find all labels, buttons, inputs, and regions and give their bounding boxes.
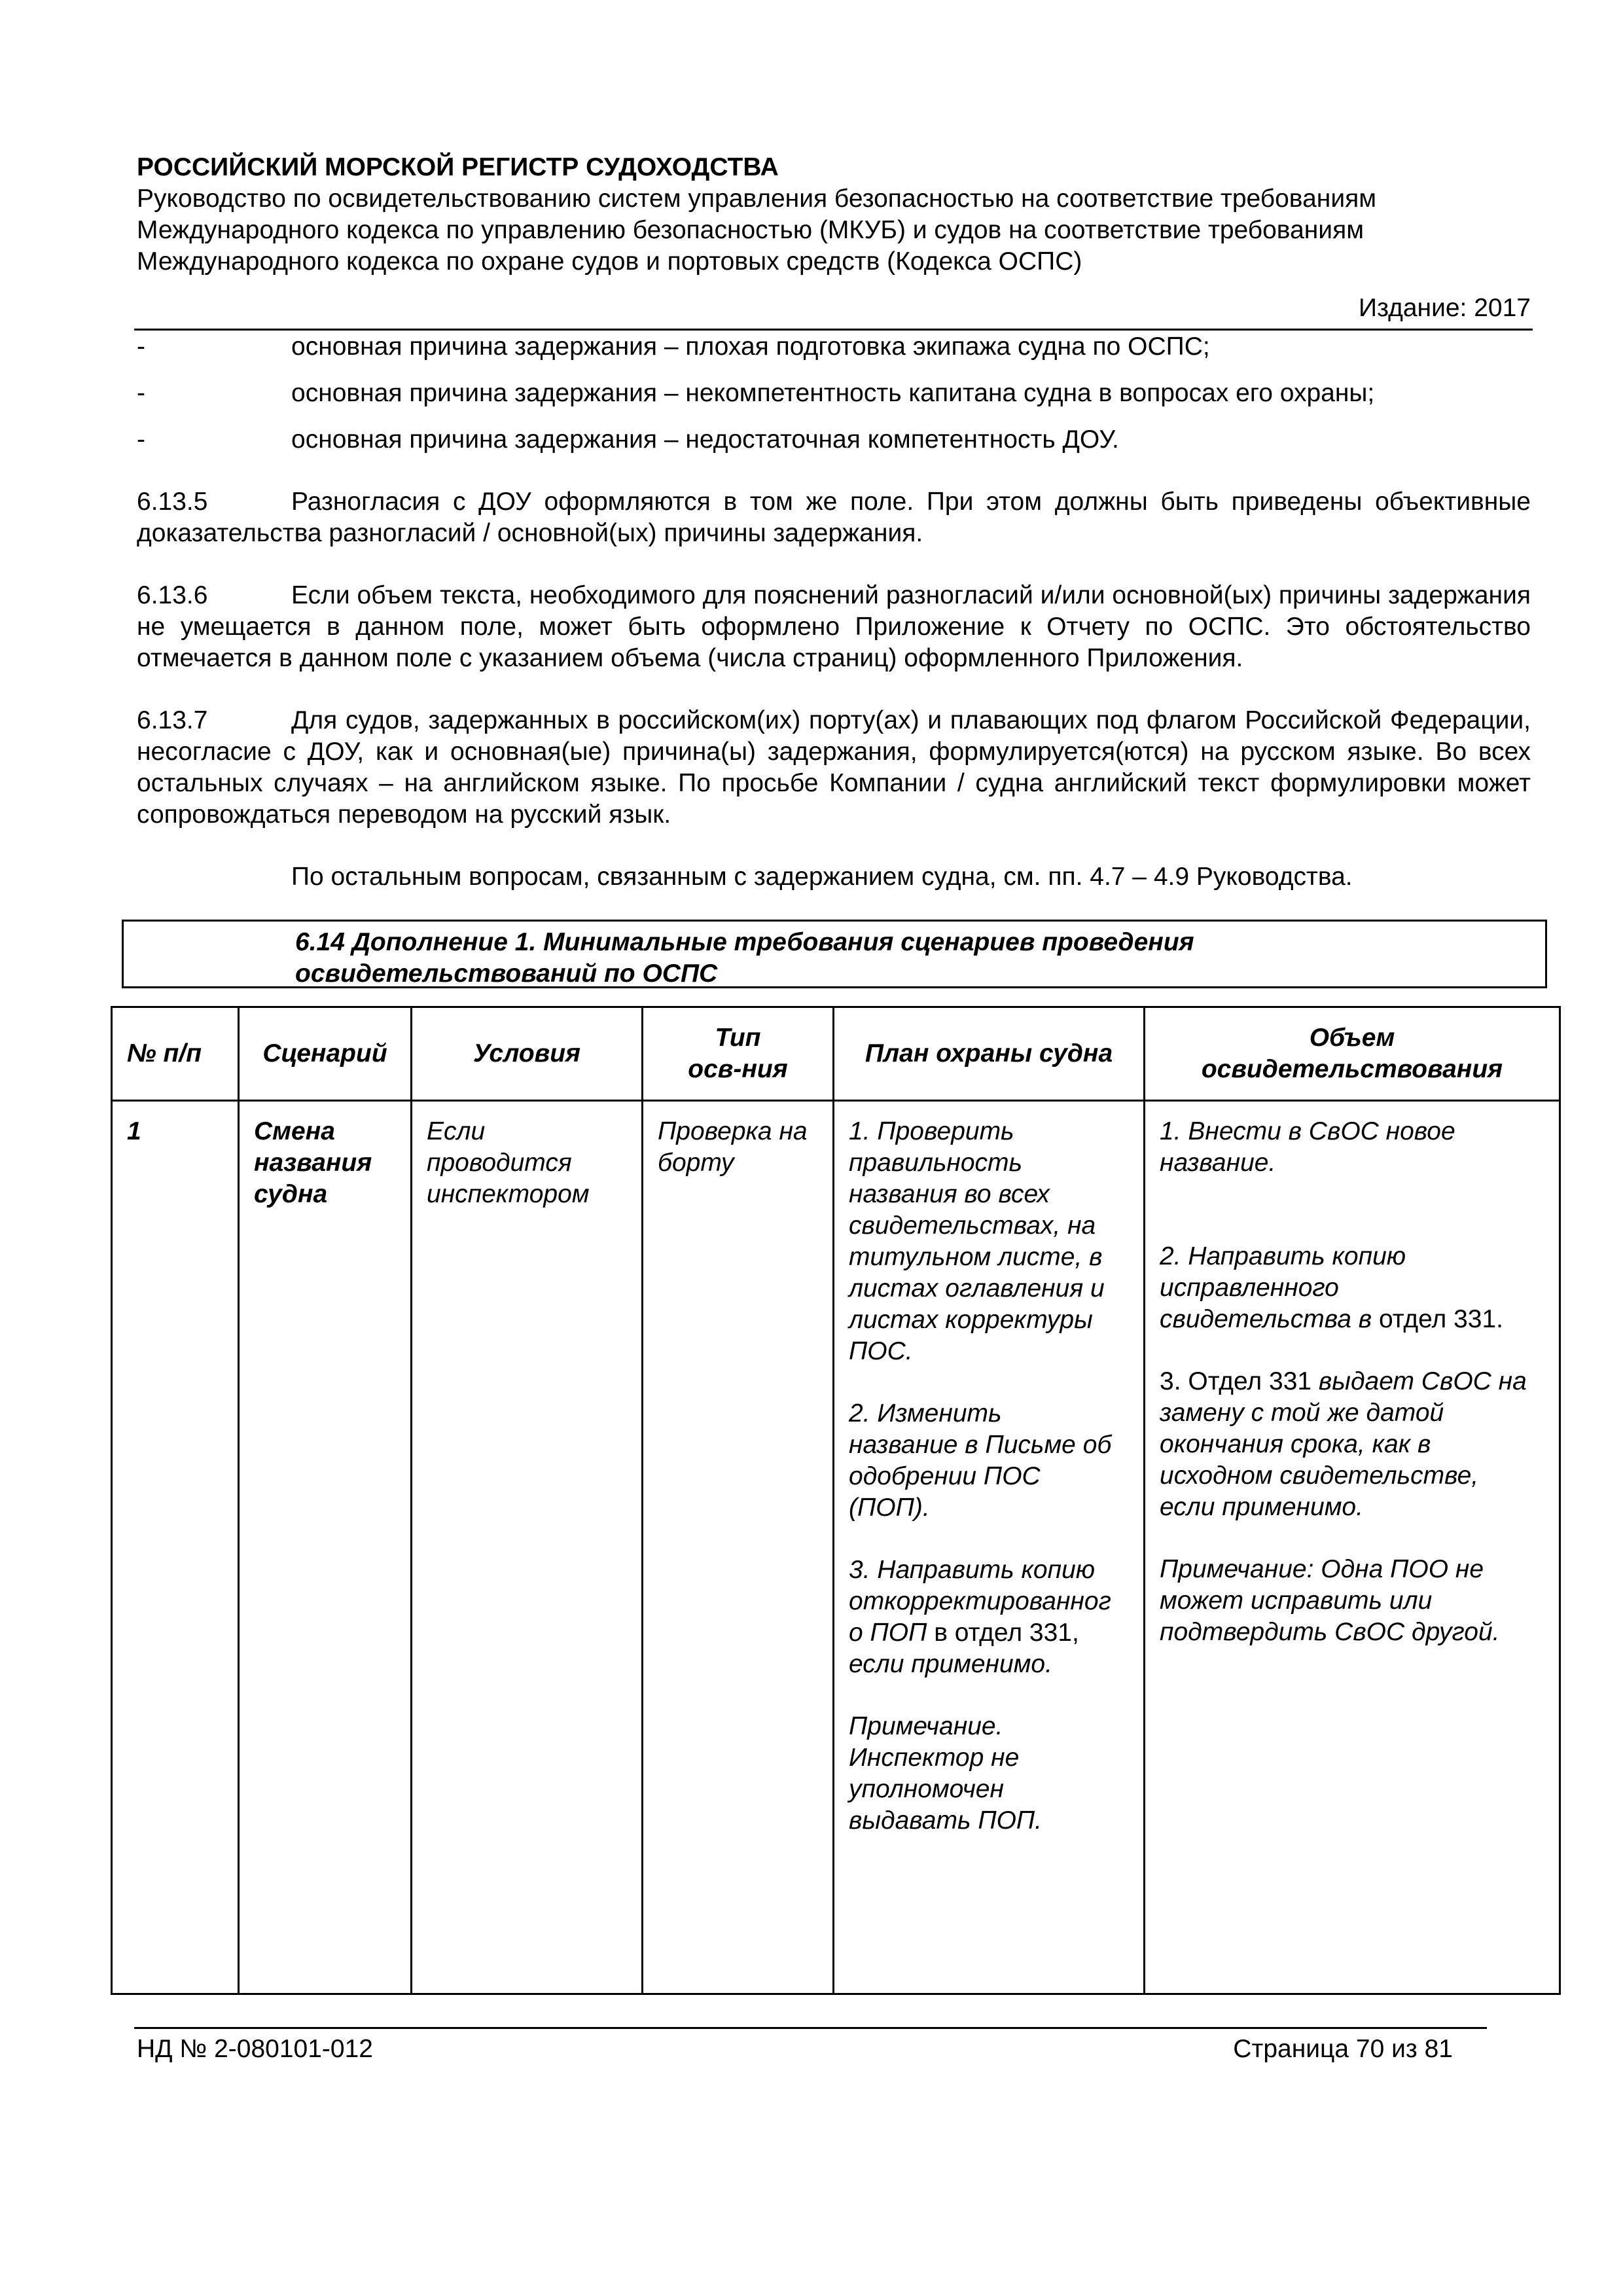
header-line: освидетельствования (1201, 1055, 1503, 1083)
cell-line: проводится (427, 1149, 572, 1177)
cell-line: 1. Внести в СвОС новое (1160, 1117, 1455, 1145)
cell-line: название. (1160, 1149, 1276, 1177)
column-header-scenario: Сценарий (239, 1007, 412, 1101)
column-header-conditions: Условия (412, 1007, 643, 1101)
cell-line: окончания срока, как в (1160, 1430, 1431, 1458)
cell-line: 1 (127, 1117, 141, 1145)
document-header (137, 152, 1531, 278)
section-title-box (122, 920, 1547, 988)
cell-line: судна (254, 1180, 328, 1208)
cell-line: Смена (254, 1117, 335, 1145)
cell-line: Примечание. (849, 1712, 1003, 1740)
cell-line: название в Письме об (849, 1431, 1112, 1459)
cell-line: Проверка на (658, 1117, 808, 1145)
cell-line: Инспектор не (849, 1744, 1020, 1772)
paragraph-text: Разногласия с ДОУ оформляются в том же поле. При этом должны быть приведены объективные доказательства разногласий / основной(ых) причины задержания. (137, 488, 1531, 547)
cell-line: правильность (849, 1149, 1023, 1177)
cell-line: 3. Направить копию (849, 1556, 1096, 1584)
paragraph-6-13-6 (137, 580, 1531, 674)
cell-text: отдел 331. (1372, 1305, 1504, 1333)
cell-line: Если (427, 1117, 486, 1145)
document-number: НД № 2-080101-012 (137, 2035, 373, 2063)
bullet-item (137, 424, 1531, 456)
scope-step-3 (1160, 1366, 1544, 1523)
header-line: осв-ния (688, 1055, 788, 1083)
plan-step-3 (849, 1554, 1129, 1680)
bullet-text: основная причина задержания – плохая подготовка экипажа судна по ОСПС; (291, 332, 1210, 361)
cell-text: в отдел 331, (927, 1619, 1079, 1647)
cell-line: если применимо. (1160, 1493, 1363, 1521)
cell-line (1160, 1366, 1544, 1397)
organization-name: РОССИЙСКИЙ МОРСКОЙ РЕГИСТР СУДОХОДСТВА (137, 153, 779, 181)
paragraph-text: Если объем текста, необходимого для пояснений разногласий и/или основной(ых) причины задержания не умещается в данном поле, может быть оформлено Приложение к Отчету по ОСПС. Это обстоятельство отмечается в данном поле с указанием объема (числа страниц) оформленного Приложения. (137, 581, 1531, 672)
scope-step-2 (1160, 1241, 1544, 1335)
cell-text: 3. (1160, 1367, 1188, 1395)
scope-step-1 (1160, 1116, 1544, 1179)
cell-line: названия во всех (849, 1180, 1050, 1208)
header-subtitle-line: Руководство по освидетельствованию систем управления безопасностью на соответствие требованиям (137, 185, 1377, 213)
column-header-security-plan: План охраны судна (834, 1007, 1145, 1101)
cell-scenario (239, 1101, 412, 1994)
cell-line: откорректированног (849, 1587, 1111, 1615)
header-subtitle-line: Международного кодекса по управлению безопасностью (МКУБ) и судов на соответствие требованиям (137, 216, 1364, 244)
scope-note (1160, 1554, 1544, 1648)
paragraph-number: 6.13.6 (137, 581, 208, 609)
cell-line: может исправить или (1160, 1587, 1433, 1615)
cell-line (1160, 1304, 1544, 1335)
page-number: Страница 70 из 81 (1233, 2035, 1453, 2063)
cell-conditions (412, 1101, 643, 1994)
cell-line (849, 1617, 1129, 1649)
cell-line: 1. Проверить (849, 1117, 1014, 1145)
column-header-scope (1145, 1007, 1560, 1101)
section-title (295, 927, 1408, 990)
bullet-dash: - (137, 425, 145, 454)
section-title-line: освидетельствований по ОСПС (295, 960, 718, 988)
scenario-table (111, 1006, 1561, 1995)
bullet-text: основная причина задержания – недостаточная компетентность ДОУ. (291, 425, 1119, 454)
paragraph-number: 6.13.5 (137, 488, 208, 516)
cell-number (112, 1101, 239, 1994)
plan-step-1 (849, 1116, 1129, 1367)
plan-step-2 (849, 1398, 1129, 1524)
plan-note (849, 1711, 1129, 1837)
cell-line: листах корректуры (849, 1306, 1093, 1334)
bullet-dash: - (137, 379, 145, 407)
cell-line: исходном свидетельстве, (1160, 1462, 1479, 1490)
cell-scope (1145, 1101, 1560, 1994)
header-subtitle-line: Международного кодекса по охране судов и портовых средств (Кодекса ОСПС) (137, 247, 1082, 276)
cell-line: названия (254, 1149, 372, 1177)
cell-line: 2. Направить копию (1160, 1242, 1406, 1270)
table-row (112, 1101, 1560, 1994)
cell-line: инспектором (427, 1180, 590, 1208)
cell-line: борту (658, 1149, 734, 1177)
cell-line: одобрении ПОС (849, 1462, 1041, 1490)
bullet-item (137, 378, 1531, 409)
cell-line: подтвердить СвОС другой. (1160, 1618, 1500, 1646)
cell-line: выдавать ПОП. (849, 1806, 1043, 1835)
header-divider (134, 329, 1533, 331)
paragraph-text: Для судов, задержанных в российском(их) порту(ах) и плавающих под флагом Российской Федерации, несогласие с ДОУ, как и основная(ые) причина(ы) задержания, формулируется(ются) на русском языке. Во всех остальных случаях – на английском языке. По просьбе Компании / судна английский текст формулировки может сопровождаться переводом на русский язык. (137, 706, 1531, 829)
cell-text: свидетельства в (1160, 1305, 1372, 1333)
cell-line: листах оглавления и (849, 1274, 1105, 1302)
cell-line: 2. Изменить (849, 1399, 1002, 1427)
cell-security-plan (834, 1101, 1145, 1994)
edition-label: Издание: 2017 (1359, 294, 1531, 322)
document-body (137, 331, 1531, 924)
section-title-line: 6.14 Дополнение 1. Минимальные требования сценариев проведения (295, 928, 1194, 956)
bullet-item (137, 331, 1531, 363)
closing-paragraph: По остальным вопросам, связанным с задержанием судна, см. пп. 4.7 – 4.9 Руководства. (291, 863, 1353, 891)
column-header-type (643, 1007, 834, 1101)
cell-line: (ПОП). (849, 1494, 930, 1522)
cell-line: Примечание: Одна ПОО не (1160, 1555, 1484, 1583)
cell-line: исправленного (1160, 1274, 1339, 1302)
cell-line: если применимо. (849, 1650, 1052, 1678)
header-line: Тип (715, 1024, 761, 1052)
cell-line: уполномочен (849, 1775, 1004, 1803)
cell-line: ПОС. (849, 1337, 913, 1365)
cell-type (643, 1101, 834, 1994)
header-line: Объем (1309, 1024, 1395, 1052)
paragraph-6-13-5 (137, 486, 1531, 549)
cell-text: о ПОП (849, 1619, 927, 1647)
table-header-row (112, 1007, 1560, 1101)
column-header-number: № п/п (112, 1007, 239, 1101)
cell-line: замену с той же датой (1160, 1399, 1444, 1427)
paragraph-6-13-7 (137, 705, 1531, 831)
cell-line: свидетельствах, на (849, 1211, 1096, 1240)
bullet-dash: - (137, 332, 145, 361)
cell-text: выдает СвОС на (1311, 1367, 1527, 1395)
cell-line: титульном листе, в (849, 1243, 1103, 1271)
footer-divider (134, 2027, 1487, 2029)
paragraph-number: 6.13.7 (137, 706, 208, 734)
bullet-text: основная причина задержания – некомпетентность капитана судна в вопросах его охраны; (291, 379, 1375, 407)
cell-text: Отдел 331 (1188, 1367, 1312, 1395)
